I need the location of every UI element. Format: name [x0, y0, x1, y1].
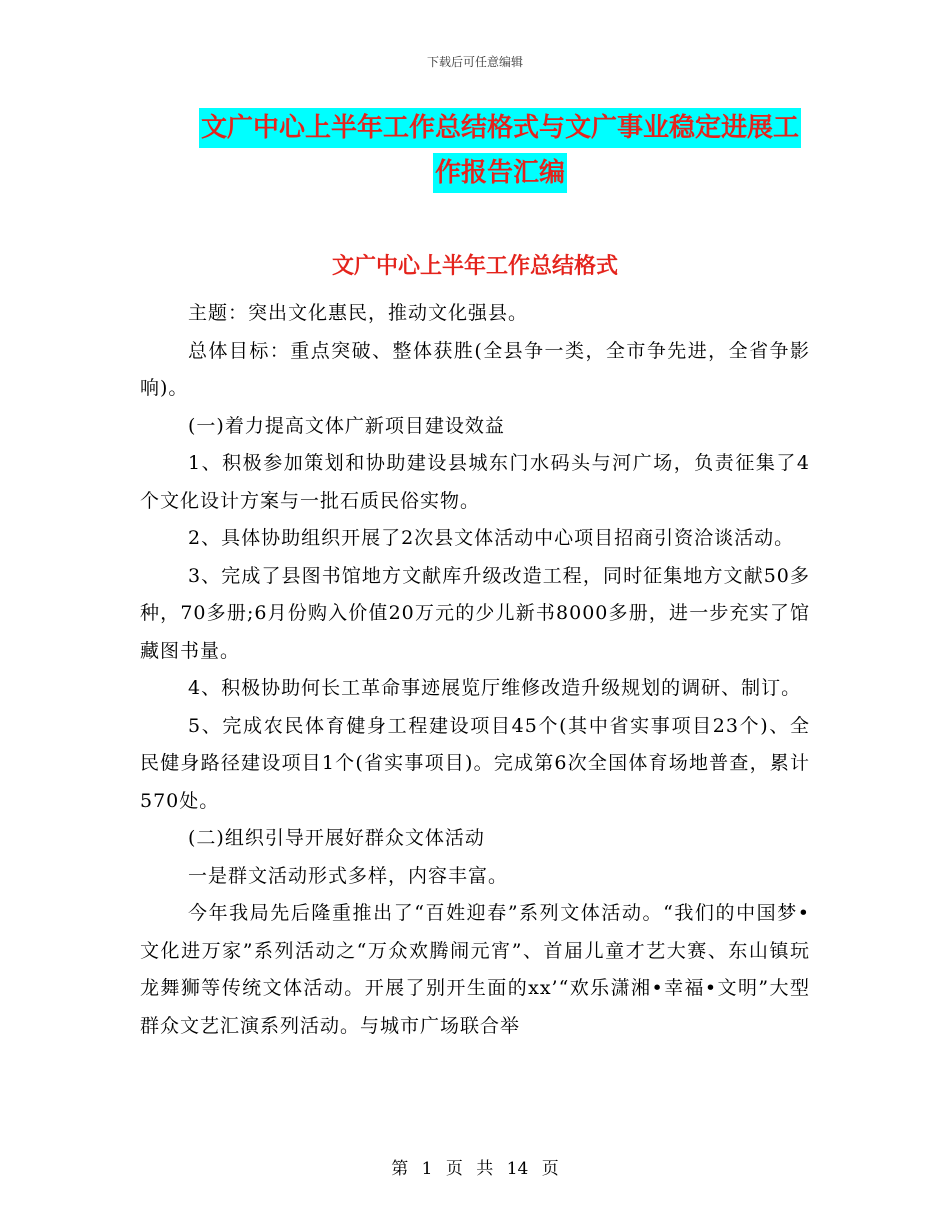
- paragraph: 4、积极协助何长工革命事迹展览厅维修改造升级规划的调研、制订。: [188, 677, 802, 699]
- paragraph: 主题：突出文化惠民，推动文化强县。: [188, 302, 529, 324]
- paragraph: 5、完成农民体育健身工程建设项目45个(其中省实事项目23个)、全民健身路径建设项目1个(省实事项目)。完成第6次全国体育场地普查，累计570处。: [140, 714, 810, 812]
- footer-total-label: 共: [476, 1159, 494, 1179]
- document-title-line-2: [160, 160, 840, 186]
- page-footer: [0, 1154, 950, 1179]
- footer-prefix: 第: [391, 1159, 409, 1179]
- paragraph: 1、积极参加策划和协助建设县城东门水码头与河广场，负责征集了4个文化设计方案与一批石质民俗实物。: [140, 452, 810, 512]
- paragraph: 一是群文活动形式多样，内容丰富。: [188, 864, 509, 887]
- footer-page-unit: 页: [445, 1159, 463, 1179]
- footer-total-unit: 页: [541, 1159, 559, 1179]
- paragraph: 今年我局先后隆重推出了“百姓迎春”系列文体活动。“我们的中国梦•文化进万家”系列活动之“万众欢腾闹元宵”、首届儿童才艺大赛、东山镇玩龙舞狮等传统文体活动。开展了别开生面的xx’“欢乐潇湘•幸福•文明”大型群众文艺汇演系列活动。与城市广场联合举: [140, 902, 810, 1037]
- document-body: [140, 295, 810, 1045]
- header-note: 下载后可任意编辑: [426, 55, 523, 69]
- paragraph: 2、具体协助组织开展了2次县文体活动中心项目招商引资洽谈活动。: [188, 527, 795, 549]
- paragraph: (一)着力提高文体广新项目建设效益: [188, 414, 505, 437]
- document-title-line-1: [160, 115, 840, 141]
- document-title-text-2: 作报告汇编: [433, 153, 567, 193]
- footer-current-page: 1: [421, 1159, 433, 1179]
- paragraph: 总体目标：重点突破、整体获胜(全县争一类，全市争先进，全省争影响)。: [140, 339, 810, 399]
- document-title-text-1: 文广中心上半年工作总结格式与文广事业稳定进展工: [199, 108, 801, 148]
- paragraph: (二)组织引导开展好群众文体活动: [188, 827, 485, 849]
- paragraph: 3、完成了县图书馆地方文献库升级改造工程，同时征集地方文献50多种，70多册;6月份购入价值20万元的少儿新书8000多册，进一步充实了馆藏图书量。: [140, 564, 810, 662]
- section-title: 文广中心上半年工作总结格式: [331, 254, 618, 279]
- footer-total-pages: 14: [506, 1159, 529, 1179]
